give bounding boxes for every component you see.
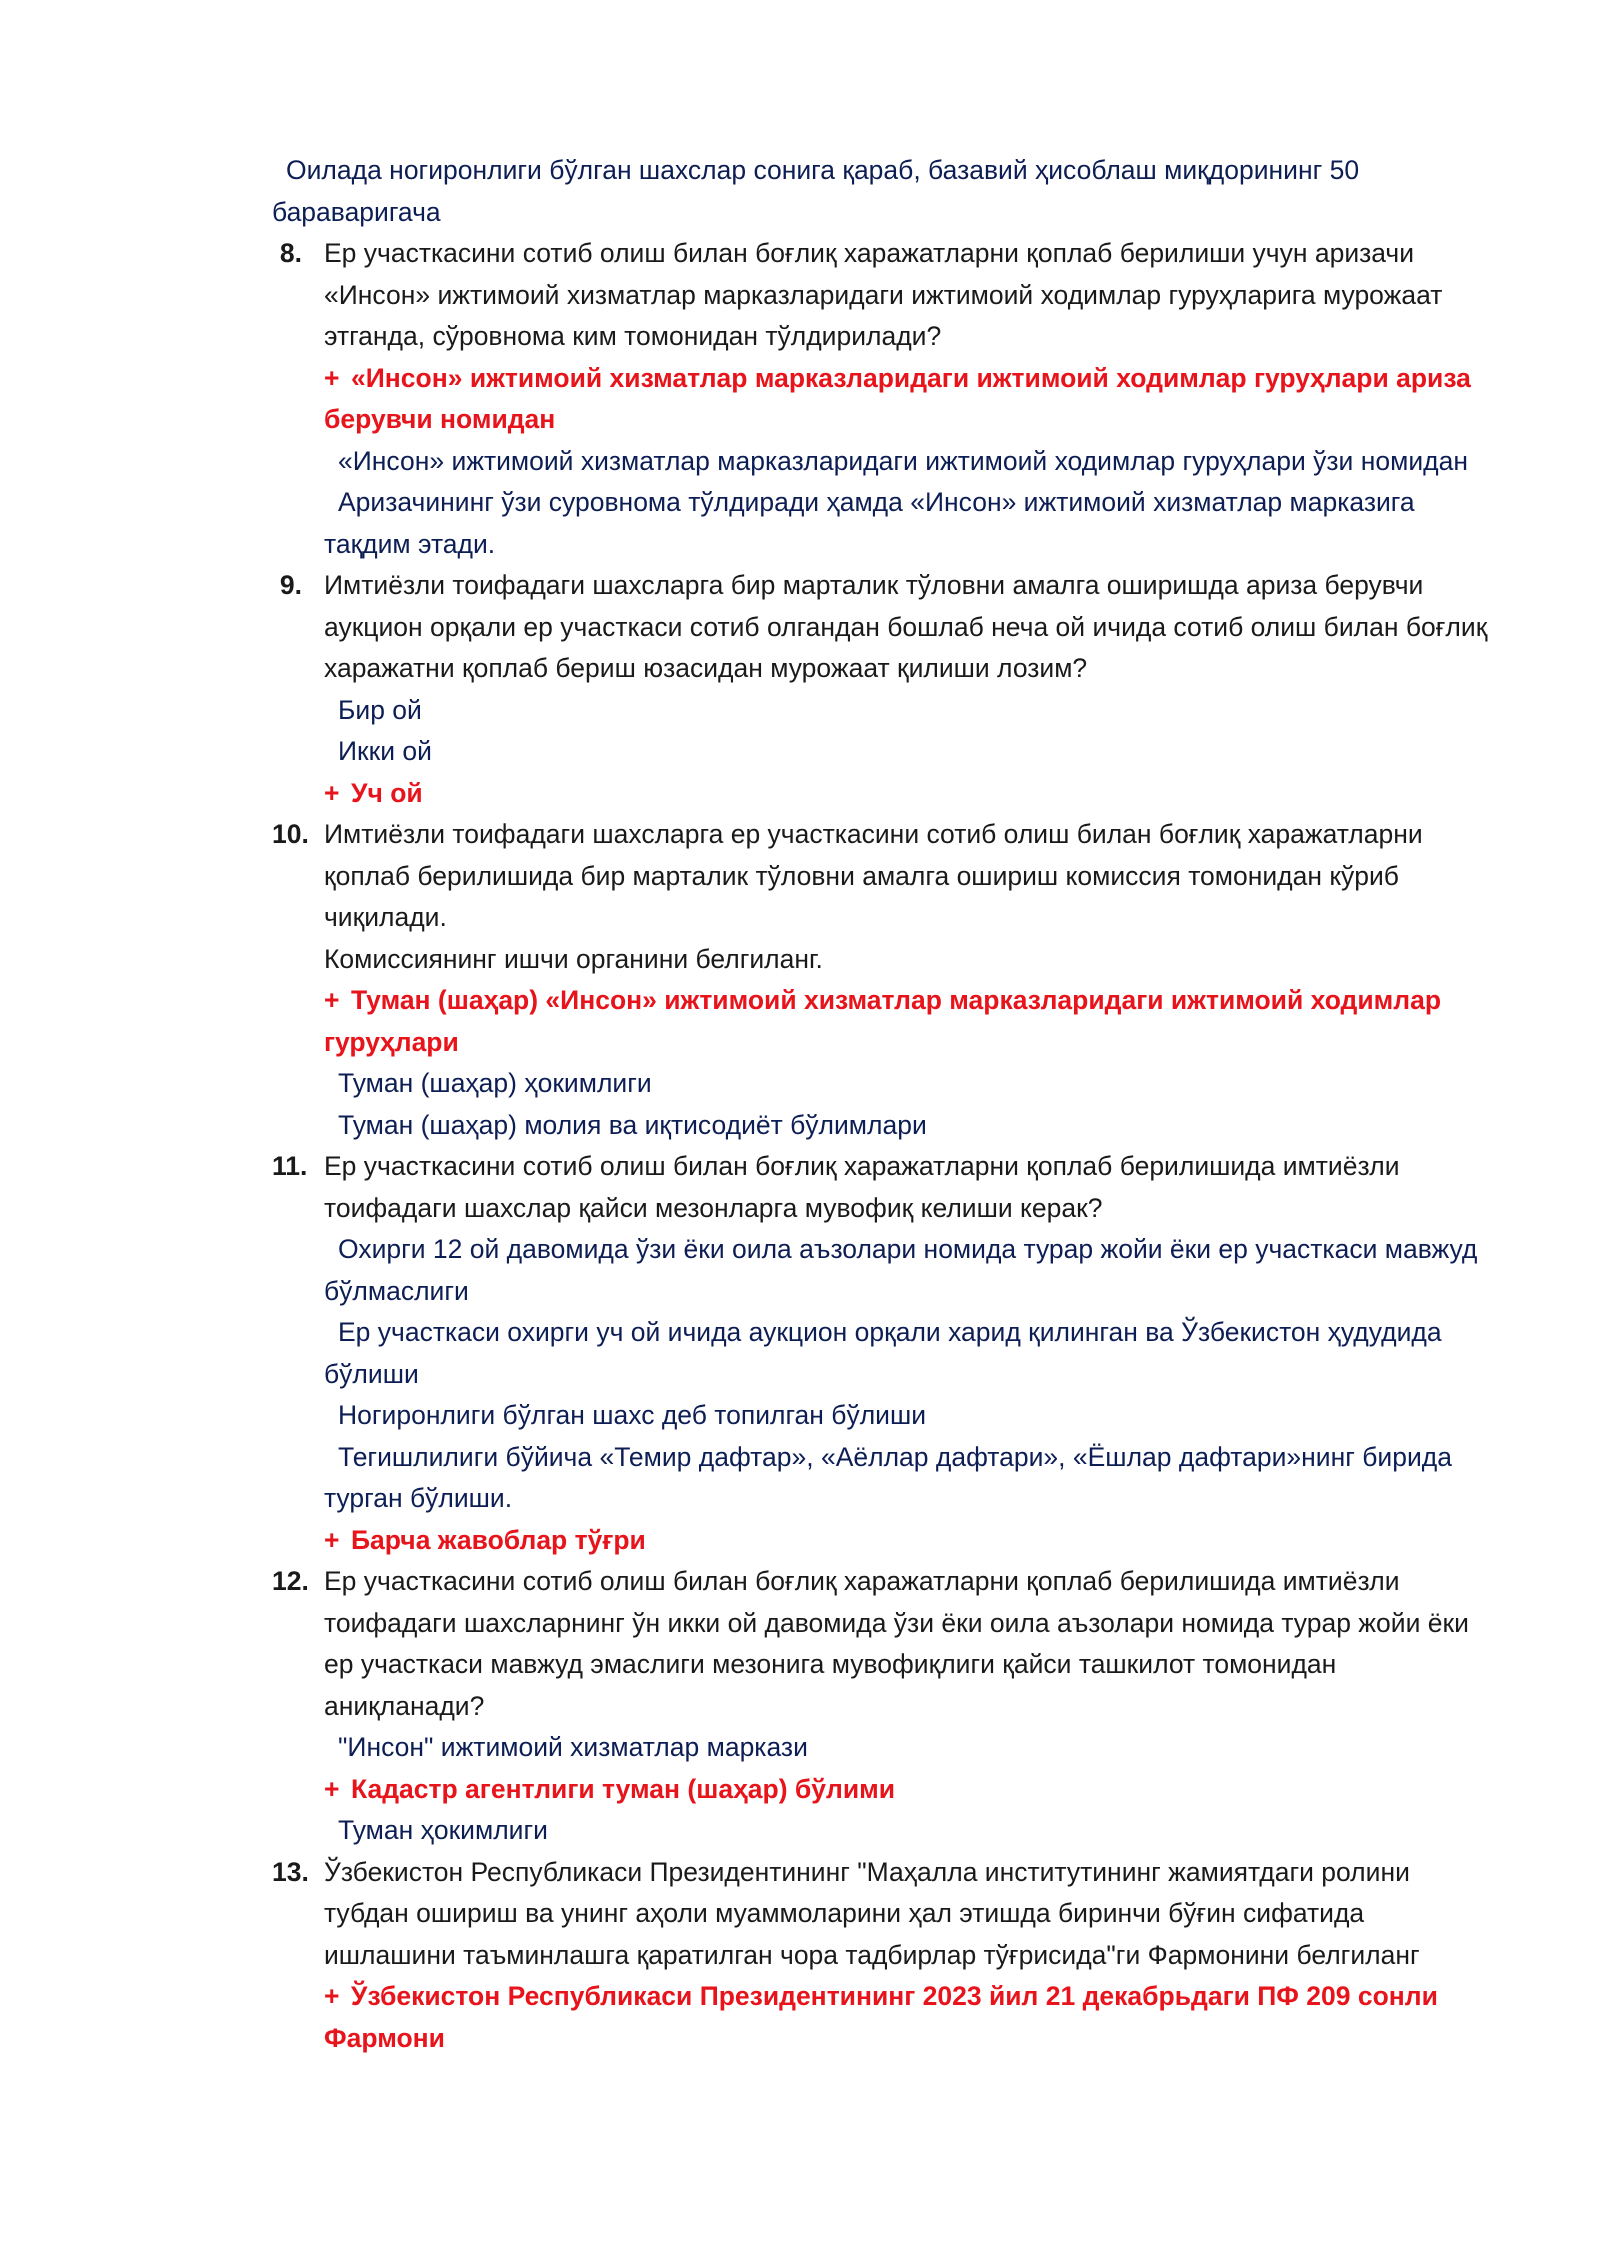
answer-option [324, 1105, 1502, 1147]
option-text: Охирги 12 ой давомида ўзи ёки оила аъзолари номида турар жойи ёки ер участкаси мавжуд бўлмаслиги [324, 1234, 1478, 1306]
question-text-continued: Комиссиянинг ишчи органини белгиланг. [324, 943, 823, 974]
answer-option [324, 1810, 1502, 1852]
previous-question-option [272, 150, 1502, 233]
correct-marker: + [324, 1981, 340, 2011]
question-text: Имтиёзли тоифадаги шахсларга ер участкасини сотиб олиш билан боғлиқ харажатларни қоплаб берилишида бир марталик тўловни амалга ошириш комиссия томонидан кўриб чиқилади. [324, 819, 1423, 932]
question-number: 10. [272, 819, 309, 849]
question-text: Ўзбекистон Республикаси Президентининг "Маҳалла институтининг жамиятдаги ролини тубдан ошириш ва унинг аҳоли муаммоларини ҳал этишда биринчи бўғин сифатида ишлашини таъминлашга қаратилган чора тадбирлар тўғрисида"ги Фармонини белгиланг [324, 1856, 1420, 1970]
option-text: Туман (шаҳар) «Инсон» ижтимоий хизматлар марказларидаги ижтимоий ходимлар гуруҳлари [324, 985, 1442, 1057]
answer-option [324, 1229, 1502, 1312]
answer-option-correct [324, 358, 1502, 441]
question-number: 8. [279, 238, 302, 268]
answer-option [324, 1063, 1502, 1105]
correct-marker: + [324, 1773, 340, 1804]
answer-option [324, 1727, 1502, 1769]
answer-option [324, 482, 1502, 565]
document-content [272, 150, 1502, 2059]
question-11 [272, 1146, 1502, 1561]
answer-option-correct [324, 773, 1502, 815]
question-number: 9. [279, 570, 302, 600]
question-number: 12. [272, 1566, 309, 1596]
question-10 [272, 814, 1502, 1146]
option-text: Тегишлилиги бўйича «Темир дафтар», «Аёллар дафтари», «Ёшлар дафтари»нинг бирида турган бўлиши. [324, 1441, 1452, 1513]
correct-marker: + [324, 362, 340, 393]
answer-option-correct [324, 1769, 1502, 1811]
correct-marker: + [324, 777, 340, 808]
answer-option [324, 1312, 1502, 1395]
option-text: Барча жавоблар тўғри [351, 1524, 646, 1555]
answer-option [324, 690, 1502, 732]
option-text: Туман ҳокимлиги [338, 1815, 548, 1845]
answer-option [324, 441, 1502, 483]
correct-marker: + [324, 985, 340, 1015]
option-text: "Инсон" ижтимоий хизматлар маркази [338, 1732, 808, 1762]
answer-option [324, 731, 1502, 773]
correct-marker: + [324, 1524, 340, 1555]
question-number: 11. [272, 1151, 308, 1181]
option-text: Икки ой [338, 736, 432, 766]
question-9 [272, 565, 1502, 814]
option-text: Ўзбекистон Республикаси Президентининг 2023 йил 21 декабрьдаги ПФ 209 сонли Фармони [324, 1981, 1438, 2053]
question-13 [272, 1852, 1502, 2060]
answer-option [324, 1395, 1502, 1437]
question-12 [272, 1561, 1502, 1852]
question-8 [272, 233, 1502, 565]
option-text: Ер участкаси охирги уч ой ичида аукцион орқали харид қилинган ва Ўзбекистон ҳудудида бўлиши [324, 1317, 1442, 1389]
option-text: Аризачининг ўзи суровнома тўлдиради ҳамда «Инсон» ижтимоий хизматлар марказига тақдим этади. [324, 487, 1415, 559]
answer-option-correct [324, 1976, 1502, 2059]
question-text: Ер участкасини сотиб олиш билан боғлиқ харажатларни қоплаб берилиши учун аризачи «Инсон» ижтимоий хизматлар марказларидаги ижтимоий ходимлар гуруҳларига мурожаат этганда, сўровнома ким томонидан тўлдирилади? [324, 238, 1443, 351]
option-text: Ногиронлиги бўлган шахс деб топилган бўлиши [338, 1400, 927, 1430]
option-text: Туман (шаҳар) молия ва иқтисодиёт бўлимлари [338, 1109, 927, 1140]
option-text: Оилада ногиронлиги бўлган шахслар сонига қараб, базавий ҳисоблаш миқдорининг 50 бараваригача [272, 155, 1360, 227]
option-text: Кадастр агентлиги туман (шаҳар) бўлими [351, 1773, 896, 1804]
option-text: Уч ой [351, 777, 423, 808]
question-number: 13. [272, 1856, 309, 1887]
question-text: Имтиёзли тоифадаги шахсларга бир марталик тўловни амалга оширишда ариза берувчи аукцион орқали ер участкаси сотиб олгандан бошлаб неча ой ичида сотиб олиш билан боғлиқ харажатни қоплаб бериш юзасидан мурожаат қилиши лозим? [324, 570, 1488, 683]
option-text: Бир ой [338, 694, 422, 725]
answer-option-correct [324, 1520, 1502, 1562]
question-text: Ер участкасини сотиб олиш билан боғлиқ харажатларни қоплаб берилишида имтиёзли тоифадаги шахсларнинг ўн икки ой давомида ўзи ёки оила аъзолари номида турар жойи ёки ер участкаси мавжуд эмаслиги мезонига мувофиқлиги қайси ташкилот томонидан аниқланади? [324, 1566, 1469, 1721]
option-text: «Инсон» ижтимоий хизматлар марказларидаги ижтимоий ходимлар гуруҳлари ўзи номидан [338, 445, 1468, 476]
answer-option [324, 1437, 1502, 1520]
answer-option-correct [324, 980, 1502, 1063]
question-text: Ер участкасини сотиб олиш билан боғлиқ харажатларни қоплаб берилишида имтиёзли тоифадаги шахслар қайси мезонларга мувофиқ келиши керак? [324, 1151, 1400, 1223]
option-text: «Инсон» ижтимоий хизматлар марказларидаги ижтимоий ходимлар гуруҳлари ариза берувчи номидан [324, 362, 1471, 434]
option-text: Туман (шаҳар) ҳокимлиги [338, 1068, 652, 1098]
